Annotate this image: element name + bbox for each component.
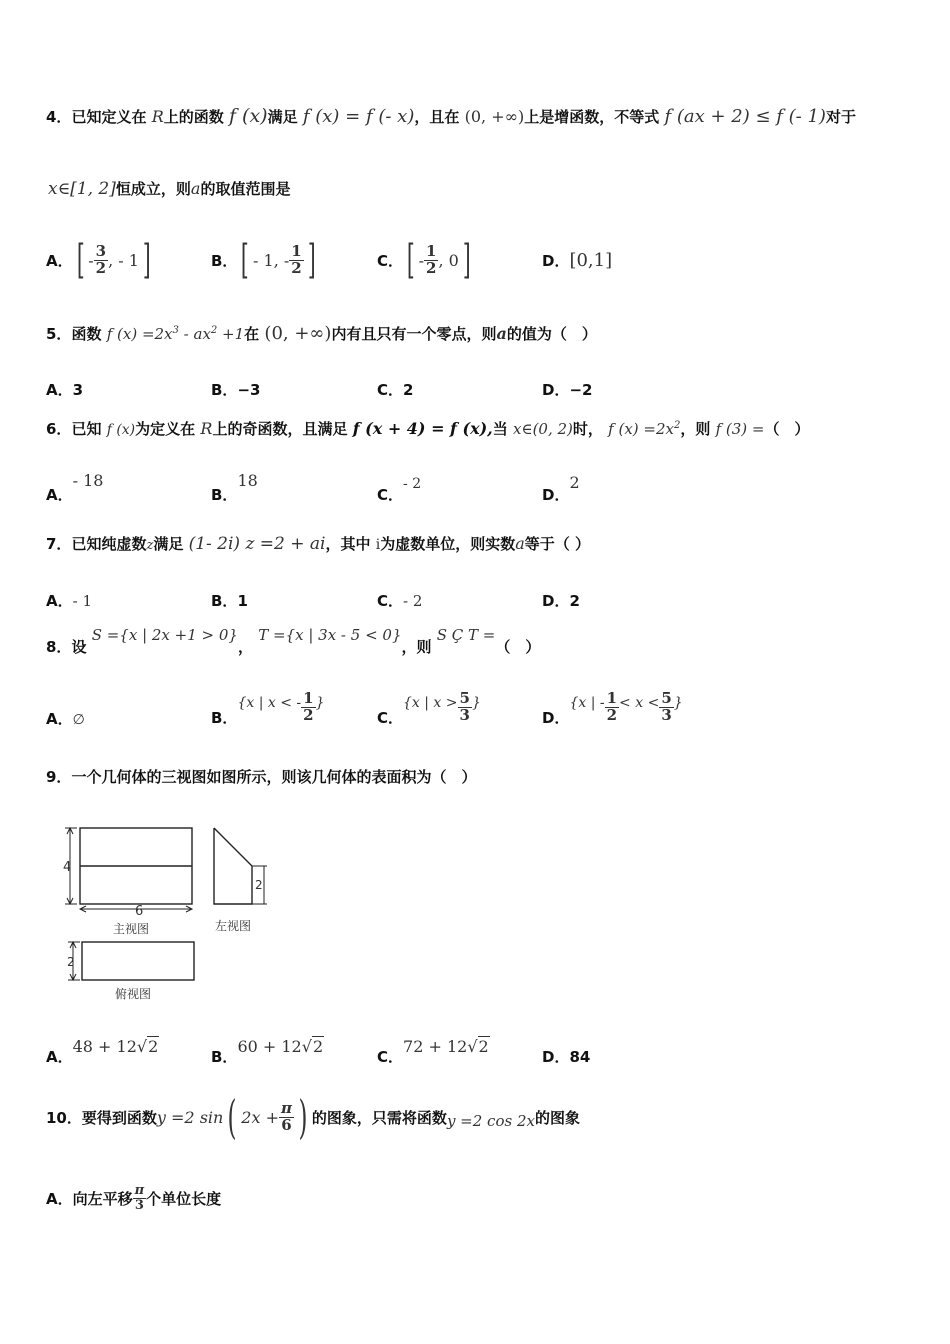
fraction: $\frac{1}{2}$ — [291, 241, 302, 277]
q9-option-b[interactable]: B．60 + 12√2 — [211, 1037, 324, 1066]
question-number: 6． — [46, 420, 72, 438]
question-9: 9．一个几何体的三视图如图所示，则该几何体的表面积为（ ） — [46, 768, 477, 786]
question-4: 4．已知定义在 R上的函数 f (x)满足 f (x) = f (- x)，且在 (0, +∞)上是增函数，不等式 f (ax + 2) ≤ f (- 1)对于 — [46, 105, 856, 127]
question-number: 4． — [46, 108, 72, 126]
question-10: 10． 要得到函数 y =2 sin ( 2x + $\frac{\pi}{6}$ ) 的图象，只需将函数 y =2 cos 2x 的图象 — [46, 1090, 580, 1144]
fraction: $\frac{\pi}{6}$ — [280, 1098, 292, 1134]
q10-option-a[interactable]: A． 向左平移 $\frac{\pi}{3}$ 个单位长度 — [46, 1182, 222, 1213]
question-5: 5．函数 f $(x) =2x^3 - ax^2 +1$在 (0, +∞)内有且只有一个零点，则a的值为（ ） — [46, 323, 597, 344]
q8-option-c[interactable]: C． {x | x > $\frac{5}{3}$ } — [377, 688, 481, 727]
dim-height-label: 4 — [63, 860, 72, 875]
question-7: 7．已知纯虚数z满足 (1- 2i) z =2 + ai，其中 i为虚数单位，则实数a等于（ ） — [46, 534, 591, 554]
q6-option-c[interactable]: C．- 2 — [377, 476, 422, 504]
question-number: 7． — [46, 535, 72, 553]
dim-small-label: 2 — [255, 878, 263, 892]
q5-option-a[interactable]: A．3 — [46, 381, 84, 399]
q4-option-d[interactable]: D．[0,1] — [542, 250, 613, 271]
top-view-rect — [82, 942, 194, 980]
question-number: 8． — [46, 638, 72, 656]
fraction: $\frac{1}{2}$ — [606, 688, 618, 724]
question-number: 9． — [46, 768, 72, 786]
q9-option-c[interactable]: C．72 + 12√2 — [377, 1037, 489, 1066]
question-8: 8．设 S ={x | 2x +1 > 0}， T ={x | 3x - 5 < 0}，则 S Ç T =（ ） — [46, 626, 541, 656]
q8-option-b[interactable]: B． {x | x < - $\frac{1}{2}$ } — [211, 688, 325, 727]
q4-option-b[interactable]: B． [ - 1, - $\frac{1}{2}$ ] — [211, 237, 316, 283]
dim-width-label: 6 — [135, 904, 144, 919]
q5-option-b[interactable]: B．−3 — [211, 381, 261, 399]
q8-option-d[interactable]: D． {x | - $\frac{1}{2}$ < x < $\frac{5}{3}$ } — [542, 688, 683, 727]
fraction: $\frac{\pi}{3}$ — [134, 1182, 145, 1213]
dim-depth-label: 2 — [67, 955, 75, 969]
left-view-label: 左视图 — [215, 919, 252, 933]
q6-option-a[interactable]: A．- 18 — [46, 471, 104, 504]
left-view-shape — [214, 828, 252, 904]
fraction: $\frac{5}{3}$ — [459, 688, 470, 724]
q9-option-d[interactable]: D．84 — [542, 1048, 591, 1066]
q6-option-d[interactable]: D．2 — [542, 473, 580, 504]
q4-option-a[interactable]: A． [ - $\frac{3}{2}$ , - 1 ] — [46, 237, 151, 283]
q4-option-c[interactable]: C． [ - $\frac{1}{2}$ , 0 ] — [377, 237, 471, 283]
question-number: 5． — [46, 325, 72, 343]
main-view-label: 主视图 — [113, 922, 150, 936]
question-6: 6．已知 f (x)为定义在 R上的奇函数，且满足 f (x + 4) = f (x),当 x∈(0, 2)时， f $(x) =2x^2$，则 f (3) =（ ） — [46, 419, 810, 438]
q5-option-d[interactable]: D．−2 — [542, 381, 593, 399]
q7-option-a[interactable]: A．- 1 — [46, 592, 92, 610]
question-number: 10． — [46, 1108, 82, 1127]
q7-option-c[interactable]: C．- 2 — [377, 592, 423, 610]
q6-option-b[interactable]: B．18 — [211, 471, 258, 504]
q8-option-a[interactable]: A．∅ — [46, 710, 85, 728]
fraction: $\frac{1}{2}$ — [303, 688, 314, 724]
question-4-line2: x∈[1, 2]恒成立，则a的取值范围是 — [48, 179, 291, 199]
q7-option-d[interactable]: D．2 — [542, 592, 580, 610]
three-view-figure — [55, 820, 275, 1010]
fraction: $\frac{3}{2}$ — [95, 241, 107, 277]
top-view-label: 俯视图 — [115, 987, 152, 1001]
q7-option-b[interactable]: B．1 — [211, 592, 248, 610]
q5-option-c[interactable]: C．2 — [377, 381, 414, 399]
fraction: $\frac{5}{3}$ — [661, 688, 672, 724]
fraction: $\frac{1}{2}$ — [426, 241, 437, 277]
q9-option-a[interactable]: A．48 + 12√2 — [46, 1037, 159, 1066]
